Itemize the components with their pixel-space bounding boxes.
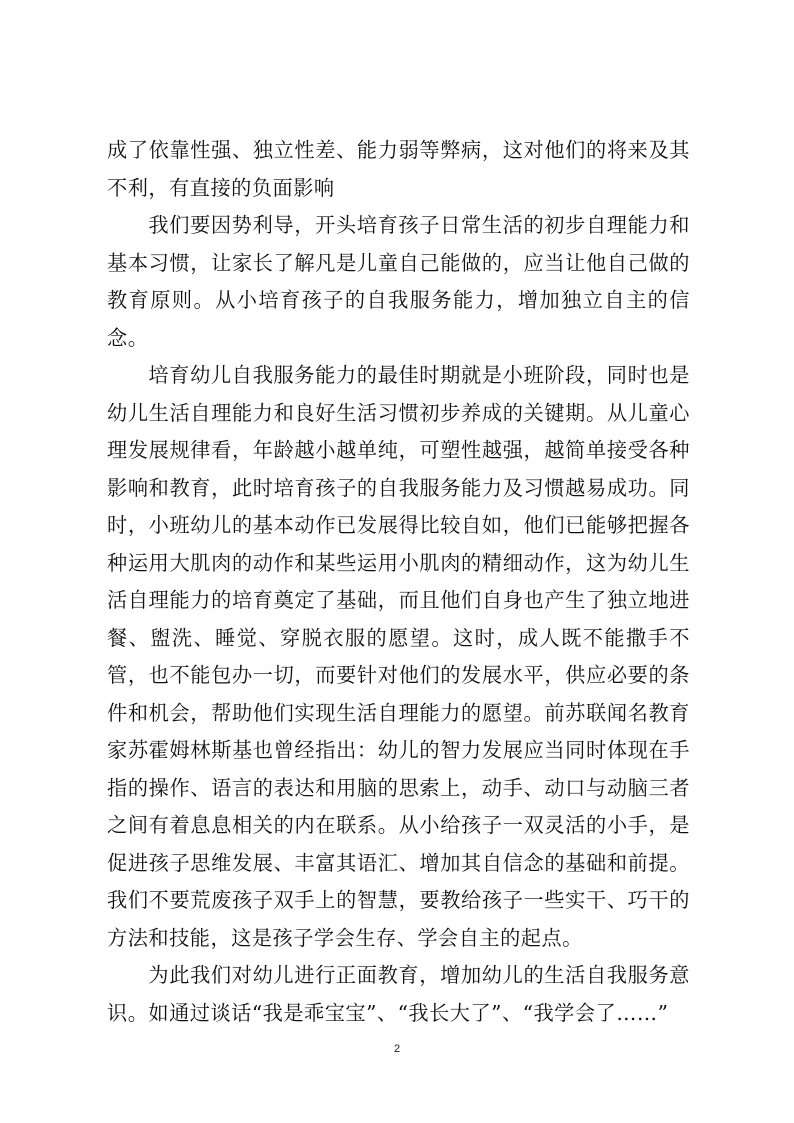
body-text bbox=[107, 132, 690, 1032]
paragraph-1: 成了依靠性强、独立性差、能力弱等弊病，这对他们的将来及其不利，有直接的负面影响 bbox=[107, 138, 690, 200]
paragraph-4: 为此我们对幼儿进行正面教育，增加幼儿的生活自我服务意识。如通过谈话“我是乖宝宝”、“我长大了”、“我学会了……” bbox=[107, 963, 690, 1025]
page-number: 2 bbox=[393, 1043, 401, 1055]
paragraph-2: 我们要因势利导，开头培育孩子日常生活的初步自理能力和基本习惯，让家长了解凡是儿童自己能做的，应当让他自己做的教育原则。从小培育孩子的自我服务能力，增加独立自主的信念。 bbox=[107, 213, 690, 350]
paragraph-3: 培育幼儿自我服务能力的最佳时期就是小班阶段，同时也是幼儿生活自理能力和良好生活习惯初步养成的关键期。从儿童心理发展规律看，年龄越小越单纯，可塑性越强，越简单接受各种影响和教育，此时培育孩子的自我服务能力及习惯越易成功。同时，小班幼儿的基本动作已发展得比较自如，他们已能够把握各种运用大肌肉的动作和某些运用小肌肉的精细动作，这为幼儿生活自理能力的培育奠定了基础，而且他们自身也产生了独立地进餐、盥洗、睡觉、穿脱衣服的愿望。这时，成人既不能撒手不管，也不能包办一切，而要针对他们的发展水平，供应必要的条件和机会，帮助他们实现生活自理能力的愿望。前苏联闻名教育家苏霍姆林斯基也曾经指出：幼儿的智力发展应当同时体现在手指的操作、语言的表达和用脑的思索上，动手、动口与动脑三者之间有着息息相关的内在联系。从小给孩子一双灵活的小手，是促进孩子思维发展、丰富其语汇、增加其自信念的基础和前提。我们不要荒废孩子双手上的智慧，要教给孩子一些实干、巧干的方法和技能，这是孩子学会生存、学会自主的起点。 bbox=[107, 363, 690, 950]
